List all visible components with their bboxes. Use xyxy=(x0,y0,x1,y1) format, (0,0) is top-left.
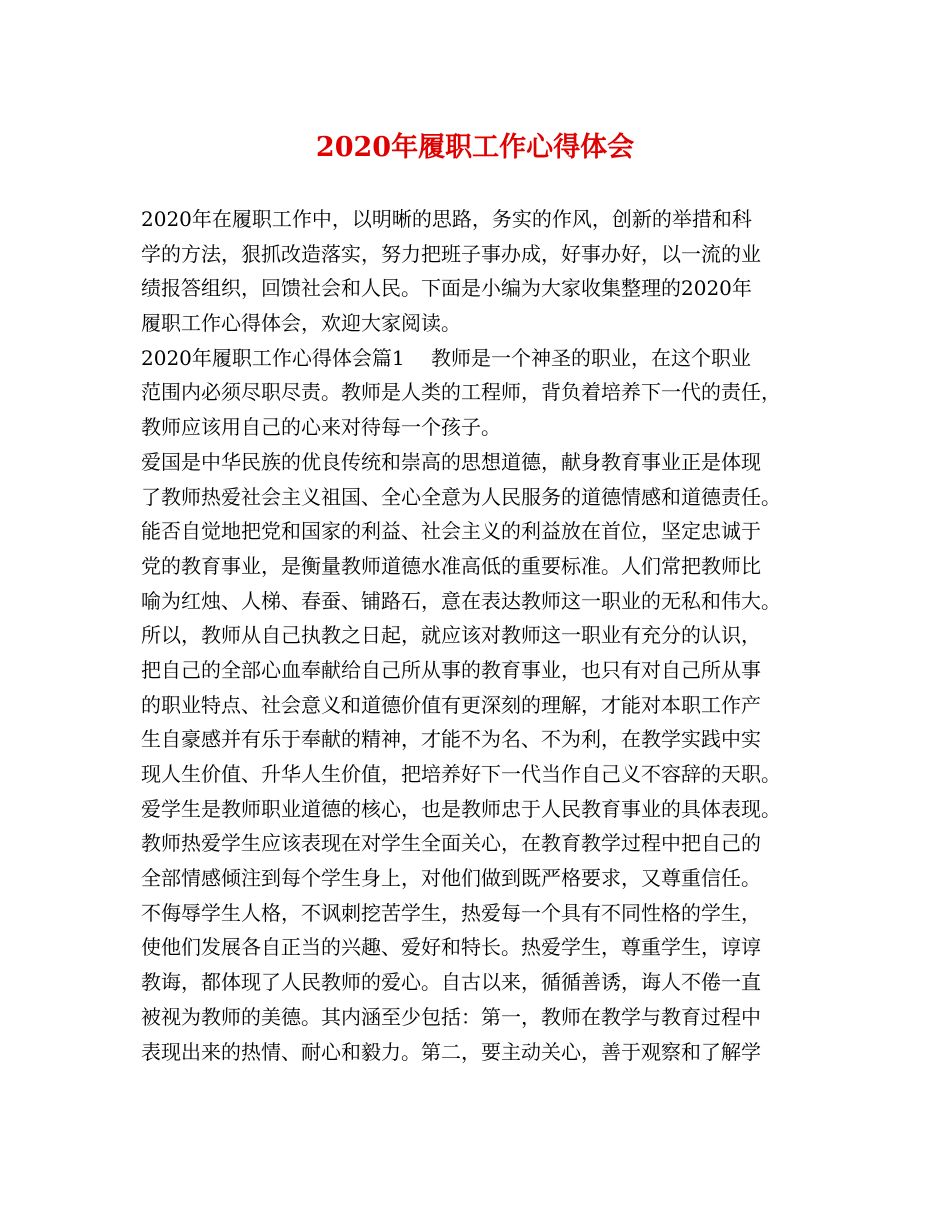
body-line: 爱学生是教师职业道德的核心，也是教师忠于人民教育事业的具体表现。 xyxy=(141,796,781,821)
body-line: 不侮辱学生人格，不讽刺挖苦学生，热爱每一个具有不同性格的学生， xyxy=(141,900,761,925)
body-line: 所以，教师从自己执教之日起，就应该对教师这一职业有充分的认识， xyxy=(141,623,761,648)
document-body xyxy=(141,202,831,1069)
body-line: 喻为红烛、人梯、春蚕、铺路石，意在表达教师这一职业的无私和伟大。 xyxy=(141,588,781,613)
document-title: 2020年履职工作心得体会 xyxy=(315,132,635,163)
body-line: 表现出来的热情、耐心和毅力。第二，要主动关心，善于观察和了解学 xyxy=(141,1039,761,1064)
body-line: 全部情感倾注到每个学生身上，对他们做到既严格要求，又尊重信任。 xyxy=(141,866,761,891)
body-line: 了教师热爱社会主义祖国、全心全意为人民服务的道德情感和道德责任。 xyxy=(141,484,781,509)
body-line: 爱国是中华民族的优良传统和崇高的思想道德，献身教育事业正是体现 xyxy=(141,449,761,474)
body-line: 把自己的全部心血奉献给自己所从事的教育事业，也只有对自己所从事 xyxy=(141,657,761,682)
body-line: 能否自觉地把党和国家的利益、社会主义的利益放在首位，坚定忠诚于 xyxy=(141,519,761,544)
body-line: 绩报答组织，回馈社会和人民。下面是小编为大家收集整理的2020年 xyxy=(141,276,752,301)
body-line: 党的教育事业，是衡量教师道德水准高低的重要标准。人们常把教师比 xyxy=(141,553,761,578)
body-line: 教诲，都体现了人民教师的爱心。自古以来，循循善诱，诲人不倦一直 xyxy=(141,970,761,995)
body-line: 使他们发展各自正当的兴趣、爱好和特长。热爱学生，尊重学生，谆谆 xyxy=(141,935,761,960)
body-line: 2020年在履职工作中，以明晰的思路，务实的作风，创新的举措和科 xyxy=(141,207,752,231)
body-line: 的职业特点、社会意义和道德价值有更深刻的理解，才能对本职工作产 xyxy=(141,692,761,717)
body-line: 教师热爱学生应该表现在对学生全面关心，在教育教学过程中把自己的 xyxy=(141,831,761,856)
body-line: 2020年履职工作心得体会篇1 教师是一个神圣的职业，在这个职业 xyxy=(141,345,751,370)
body-line: 教师应该用自己的心来对待每一个孩子。 xyxy=(141,415,501,440)
body-line: 现人生价值、升华人生价值，把培养好下一代当作自己义不容辞的天职。 xyxy=(141,762,781,786)
body-line: 被视为教师的美德。其内涵至少包括：第一，教师在教学与教育过程中 xyxy=(141,1004,761,1029)
body-line: 生自豪感并有乐于奉献的精神，才能不为名、不为利，在教学实践中实 xyxy=(141,727,761,752)
body-line: 履职工作心得体会，欢迎大家阅读。 xyxy=(141,311,461,336)
body-line: 范围内必须尽职尽责。教师是人类的工程师，背负着培养下一代的责任， xyxy=(141,380,781,405)
body-line: 学的方法，狠抓改造落实，努力把班子事办成，好事办好，以一流的业 xyxy=(141,241,761,266)
